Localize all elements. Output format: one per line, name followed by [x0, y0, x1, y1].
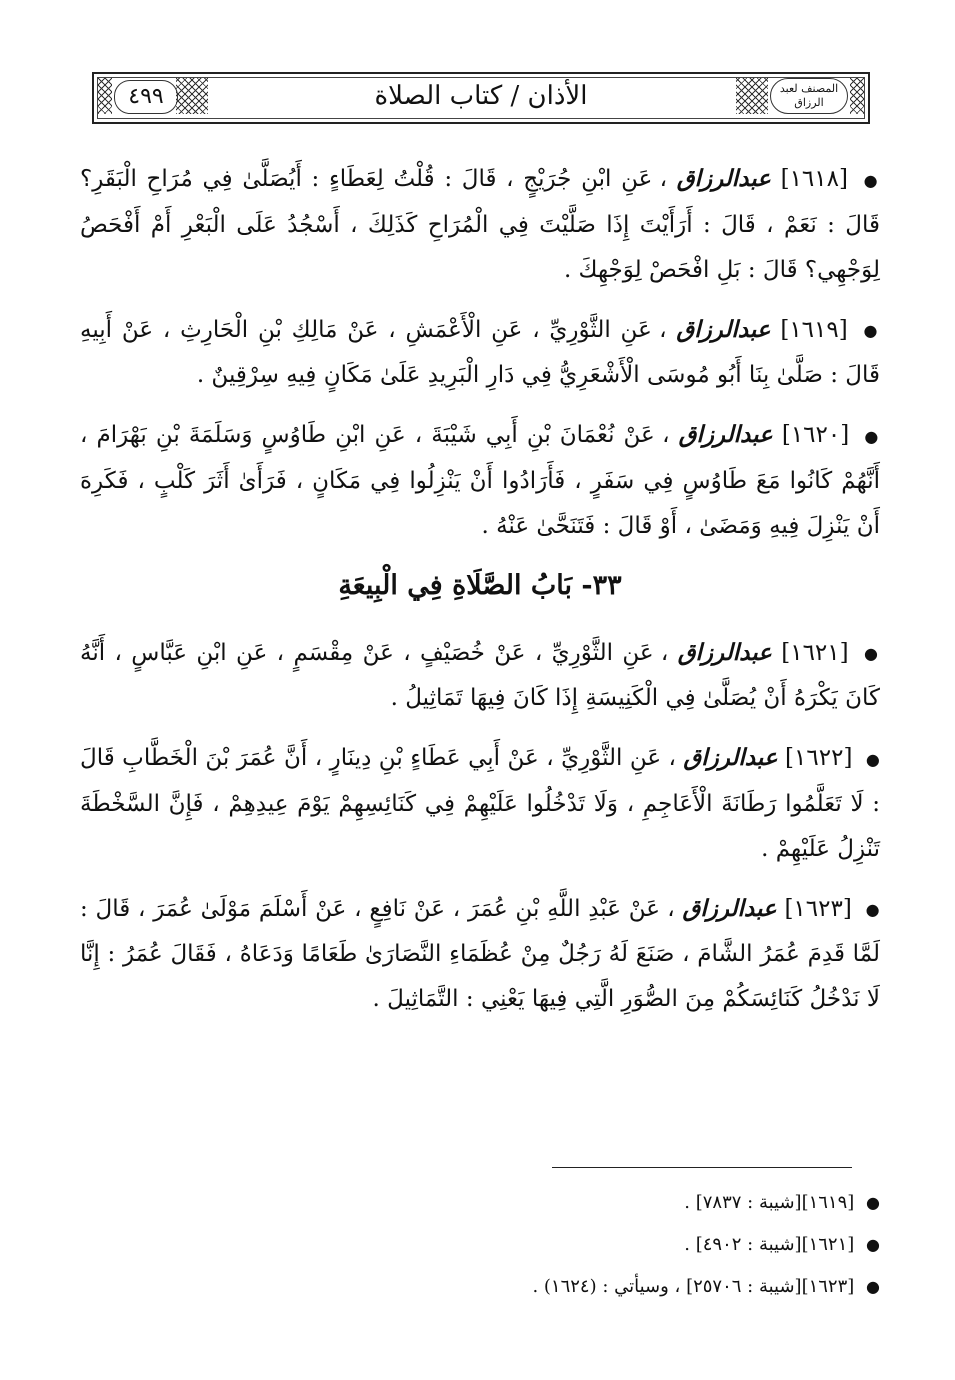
hadith-number: [١٦٢٢] [785, 745, 853, 771]
hadith-1621 [80, 630, 880, 722]
bullet-icon: ● [865, 900, 881, 919]
page-header [92, 72, 870, 124]
chapter-heading: ٣٣- بَابُ الصَّلَاةِ فِي الْبِيعَةِ [338, 569, 622, 601]
bullet-icon: ● [863, 321, 880, 340]
hadith-text: ، عَنْ نُعْمَانَ بْنِ أَبِي شَيْبَةَ ، عَنِ ابْنِ طَاوُسٍ وَسَلَمَةَ بْنِ بَهْرَامَ ، أَنَّهُمْ كَانُوا مَعَ طَاوُسٍ فِي سَفَرٍ ، فَأَرَادُوا أَنْ يَنْزِلُوا فِي مَكَانٍ ، فَرَأَىٰ أَثَرَ كَلْبٍ ، فَكَرِهَ أَنْ يَنْزِلَ فِيهِ وَمَضَىٰ ، أَوْ قَالَ : فَتَنَحَّىٰ عَنْهُ . [80, 422, 880, 539]
footnote-item [380, 1182, 880, 1224]
bullet-icon: ● [865, 749, 881, 769]
hadith-number: [١٦١٨] [780, 166, 848, 192]
bullet-icon: ● [864, 426, 881, 446]
footnote-text: [١٦٢٣][شيبة : ٢٥٧٠٦] ، وسيأتي : (١٦٢٤) . [532, 1276, 855, 1297]
ornament-left-outer [98, 78, 112, 114]
book-logo: المصنف لعبد الرزاق [770, 78, 848, 114]
hadith-number: [١٦١٩] [780, 316, 848, 343]
page-number: ٤٩٩ [114, 80, 178, 114]
hadith-text: ، عَنِ الثَّوْرِيِّ ، عَنْ خُصَيْفٍ ، عَنْ مِقْسَمٍ ، عَنِ ابْنِ عَبَّاسٍ ، أَنَّهُ كَانَ يَكْرَهُ أَنْ يُصَلَّىٰ فِي الْكَنِيسَةِ إِذَا كَانَ فِيهَا تَمَاثِيلُ . [80, 639, 880, 711]
hadith-narrator: عبدالرزاق [676, 315, 771, 343]
hadith-text: ، عَنِ ابْنِ جُرَيْجٍ ، قَالَ : قُلْتُ لِعَطَاءٍ : أَيُصَلَّىٰ فِي مُرَاحِ الْبَقَرِ؟ قَالَ : نَعَمْ ، قَالَ : أَرَأَيْتَ إِذَا صَلَّيْتَ فِي الْمُرَاحِ كَذَلِكَ ، أَسْجُدُ عَلَى الْبَعْرِ أَمْ أَفْحَصُ لِوَجْهِي؟ قَالَ : بَلِ افْحَصْ لِوَجْهِكَ . [80, 166, 880, 283]
footnote-text: [١٦١٩][شيبة : ٧٨٣٧] . [684, 1192, 855, 1213]
hadith-1620 [80, 412, 880, 549]
running-title: الأذان / كتاب الصلاة [374, 81, 588, 111]
hadith-text: ، عَنِ الثَّوْرِيِّ ، عَنْ أَبِي عَطَاءٍ بْنِ دِينَارٍ ، أَنَّ عُمَرَ بْنَ الْخَطَّابِ قَالَ : لَا تَعَلَّمُوا رَطَانَةَ الْأَعَاجِمِ ، وَلَا تَدْخُلُوا عَلَيْهِمْ فِي كَنَائِسِهِمْ يَوْمَ عِيدِهِمْ ، فَإِنَّ السَّخْطَةَ تَنْزِلُ عَلَيْهِمْ . [80, 745, 880, 862]
hadith-1623 [80, 886, 880, 1023]
hadith-narrator: عبدالرزاق [676, 165, 771, 192]
hadith-1619 [80, 307, 880, 399]
hadith-text: ، عَنْ عَبْدِ اللَّهِ بْنِ عُمَرَ ، عَنْ نَافِعٍ ، عَنْ أَسْلَمَ مَوْلَىٰ عُمَرَ ، قَالَ : لَمَّا قَدِمَ عُمَرُ الشَّامَ ، صَنَعَ لَهُ رَجُلٌ مِنْ عُظَمَاءِ النَّصَارَىٰ طَعَامًا وَدَعَاهُ ، فَقَالَ عُمَرُ : إِنَّا لَا نَدْخُلُ كَنَائِسَكُمْ مِنَ الصُّوَرِ الَّتِي فِيهَا يَعْنِي : التَّمَاثِيلَ . [80, 895, 880, 1012]
bullet-icon: ● [866, 1277, 880, 1296]
footnote-divider [552, 1167, 852, 1168]
footnotes [380, 1182, 880, 1308]
hadith-number: [١٦٢٠] [781, 422, 850, 448]
footnote-text: [١٦٢١][شيبة : ٤٩٠٢] . [684, 1234, 855, 1255]
hadith-narrator: عبدالرزاق [682, 894, 777, 922]
hadith-number: [١٦٢٣] [784, 895, 852, 922]
bullet-icon: ● [866, 1235, 880, 1254]
hadith-narrator: عبدالرزاق [683, 744, 778, 771]
footnote-item [380, 1266, 880, 1308]
ornament-right-inner [736, 78, 768, 114]
hadith-text: ، عَنِ الثَّوْرِيِّ ، عَنِ الْأَعْمَشِ ، عَنْ مَالِكِ بْنِ الْحَارِثِ ، عَنْ أَبِيهِ قَالَ : صَلَّىٰ بِنَا أَبُو مُوسَى الْأَشْعَرِيُّ فِي دَارِ الْبَرِيدِ عَلَىٰ مَكَانٍ فِيهِ سِرْقِينٌ . [80, 316, 880, 388]
hadith-number: [١٦٢١] [781, 639, 849, 666]
hadith-narrator: عبدالرزاق [678, 421, 773, 448]
ornament-left-inner [176, 78, 208, 114]
hadith-1622 [80, 735, 880, 872]
footnote-item [380, 1224, 880, 1266]
bullet-icon: ● [864, 644, 881, 663]
page-body [80, 156, 880, 1036]
ornament-right-outer [850, 78, 864, 114]
bullet-icon: ● [866, 1193, 880, 1212]
hadith-1618 [80, 156, 880, 293]
hadith-narrator: عبدالرزاق [677, 638, 772, 666]
bullet-icon: ● [863, 170, 881, 190]
